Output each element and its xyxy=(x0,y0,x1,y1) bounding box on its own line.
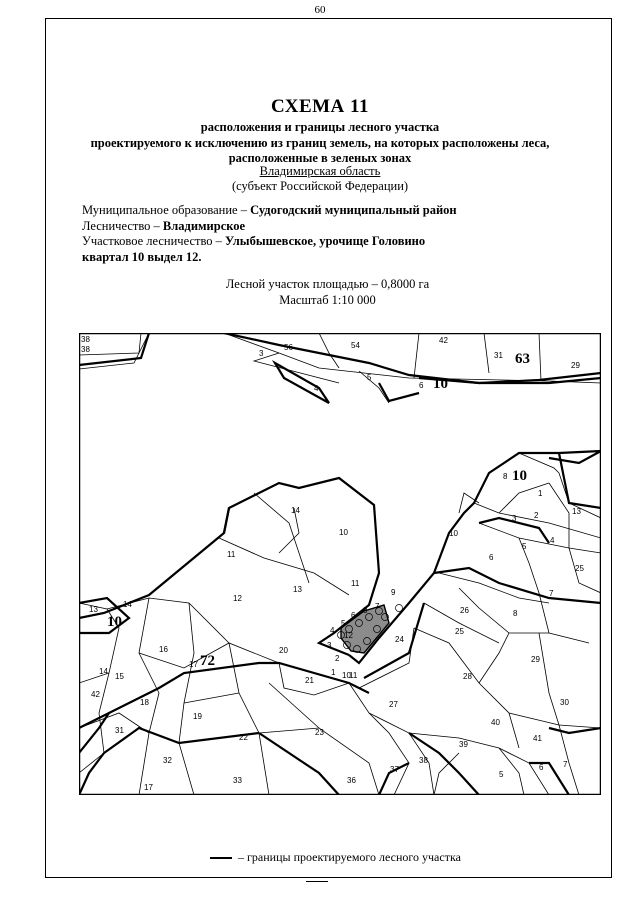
plot-label: 3 xyxy=(327,641,332,650)
plot-label: 7 xyxy=(563,760,568,769)
plot-label: 18 xyxy=(140,698,149,707)
plot-label: 4 xyxy=(314,384,319,393)
plot-label: 24 xyxy=(395,635,404,644)
plot-label: 29 xyxy=(531,655,540,664)
plot-label: 6 xyxy=(419,381,424,390)
municipality-value: Судогодский муниципальный район xyxy=(250,203,457,217)
plot-label: 8 xyxy=(503,472,508,481)
district-label: Участковое лесничество – xyxy=(82,234,226,248)
plot-label: 56 xyxy=(284,343,293,352)
plot-label: 39 xyxy=(459,740,468,749)
plot-label: 6 xyxy=(489,553,494,562)
location-info xyxy=(82,203,457,265)
plot-label: 12 xyxy=(233,594,242,603)
plot-label: 7 xyxy=(549,589,554,598)
plot-label: 31 xyxy=(115,726,124,735)
scheme-subtitle xyxy=(0,120,640,167)
plot-label: 33 xyxy=(233,776,242,785)
plot-label: 36 xyxy=(347,776,356,785)
plot-label: 20 xyxy=(279,646,288,655)
plot-label: 37 xyxy=(390,765,399,774)
plot-label: 6 xyxy=(539,763,544,772)
plot-label: 10 xyxy=(339,528,348,537)
footer-mark xyxy=(306,881,328,882)
plot-label: 9 xyxy=(391,588,396,597)
plot-label: 4 xyxy=(550,536,555,545)
plot-label: 40 xyxy=(491,718,500,727)
plot-label: 11 xyxy=(227,550,236,559)
forestry-row xyxy=(82,219,457,235)
plot-label: 2 xyxy=(534,511,539,520)
quarter-label: 10 xyxy=(512,468,527,484)
forestry-label: Лесничество – xyxy=(82,218,163,233)
plot-label: 22 xyxy=(239,733,248,742)
subtitle-line: проектируемого к исключению из границ земель, на которых расположены леса, xyxy=(90,135,550,150)
legend-line-sample xyxy=(210,857,232,859)
plot-label: 27 xyxy=(389,700,398,709)
legend-text: – границы проектируемого лесного участка xyxy=(238,850,461,864)
forestry-value: Владимирское xyxy=(162,218,246,233)
plot-label: 25 xyxy=(575,564,584,573)
map-legend xyxy=(210,850,461,865)
plot-label: 42 xyxy=(439,336,448,345)
district-row xyxy=(82,234,457,250)
plot-label: 2 xyxy=(335,654,340,663)
municipality-row xyxy=(82,203,457,219)
area-text: Лесной участок площадью – 0,8000 га xyxy=(225,277,430,291)
page-number: 60 xyxy=(314,4,326,16)
quarter-label: 10 xyxy=(433,376,448,392)
quarter-value: квартал 10 выдел 12. xyxy=(82,249,202,264)
plot-label: 32 xyxy=(163,756,172,765)
region-type: (субъект Российской Федерации) xyxy=(231,179,409,193)
plot-label: 10 xyxy=(342,671,351,680)
plot-label: 13 xyxy=(89,605,98,614)
subtitle-line: расположенные в зеленых зонах xyxy=(228,151,412,165)
plot-label: 11 xyxy=(351,579,360,588)
plot-label: 42 xyxy=(91,690,100,699)
plot-label: 31 xyxy=(494,351,503,360)
plot-label: 8 xyxy=(363,606,368,615)
plot-label: 14 xyxy=(99,667,108,676)
plot-label: 5 xyxy=(522,542,527,551)
plot-label: 1 xyxy=(331,668,336,677)
plot-label: 16 xyxy=(159,645,168,654)
plot-label: 3 xyxy=(259,349,264,358)
area-block xyxy=(0,277,640,308)
scale-text: Масштаб 1:10 000 xyxy=(279,292,376,307)
plot-label: 3 xyxy=(512,514,517,523)
plot-label: 4 xyxy=(330,626,335,635)
plot-label: 7 xyxy=(375,602,380,611)
plot-label: 13 xyxy=(293,585,302,594)
plot-label: 54 xyxy=(351,341,360,350)
plot-label: 28 xyxy=(463,672,472,681)
forest-map xyxy=(79,333,601,795)
plot-label: 38 xyxy=(419,756,428,765)
plot-label: 5 xyxy=(499,770,504,779)
plot-label: 30 xyxy=(560,698,569,707)
quarter-label: 72 xyxy=(200,653,215,669)
plot-label: 5 xyxy=(367,373,372,382)
plot-label: 11 xyxy=(349,671,358,680)
plot-label: 10 xyxy=(449,529,458,538)
plot-label: 29 xyxy=(571,361,580,370)
quarter-label: 10 xyxy=(107,614,122,630)
plot-label: 19 xyxy=(193,712,202,721)
plot-label: 1 xyxy=(538,489,543,498)
plot-label: 38 xyxy=(81,335,90,344)
plot-label: 23 xyxy=(315,728,324,737)
plot-label: 21 xyxy=(305,676,314,685)
region-block xyxy=(0,164,640,194)
plot-label: 17 xyxy=(144,783,153,792)
scheme-title: СХЕМА 11 xyxy=(271,96,369,117)
plot-label: 14 xyxy=(291,506,300,515)
plot-label: 38 xyxy=(81,345,90,354)
plot-label: 25 xyxy=(455,627,464,636)
district-value: Улыбышевское, урочище Головино xyxy=(225,234,426,248)
quarter-label: 63 xyxy=(515,351,530,367)
municipality-label: Муниципальное образование – xyxy=(82,203,251,217)
plot-label: 17 xyxy=(189,660,198,669)
plot-label: 41 xyxy=(533,734,542,743)
plot-label: 6 xyxy=(351,611,356,620)
region-name: Владимирская область xyxy=(259,164,381,178)
plot-label: 12 xyxy=(344,631,353,640)
plot-label: 26 xyxy=(460,606,469,615)
plot-label: 13 xyxy=(572,507,581,516)
subtitle-line: расположения и границы лесного участка xyxy=(200,120,440,134)
quarter-row xyxy=(82,250,457,266)
plot-label: 5 xyxy=(341,619,346,628)
plot-label: 14 xyxy=(123,600,132,609)
plot-label: 8 xyxy=(513,609,518,618)
map-border xyxy=(80,334,601,795)
plot-label: 15 xyxy=(115,672,124,681)
